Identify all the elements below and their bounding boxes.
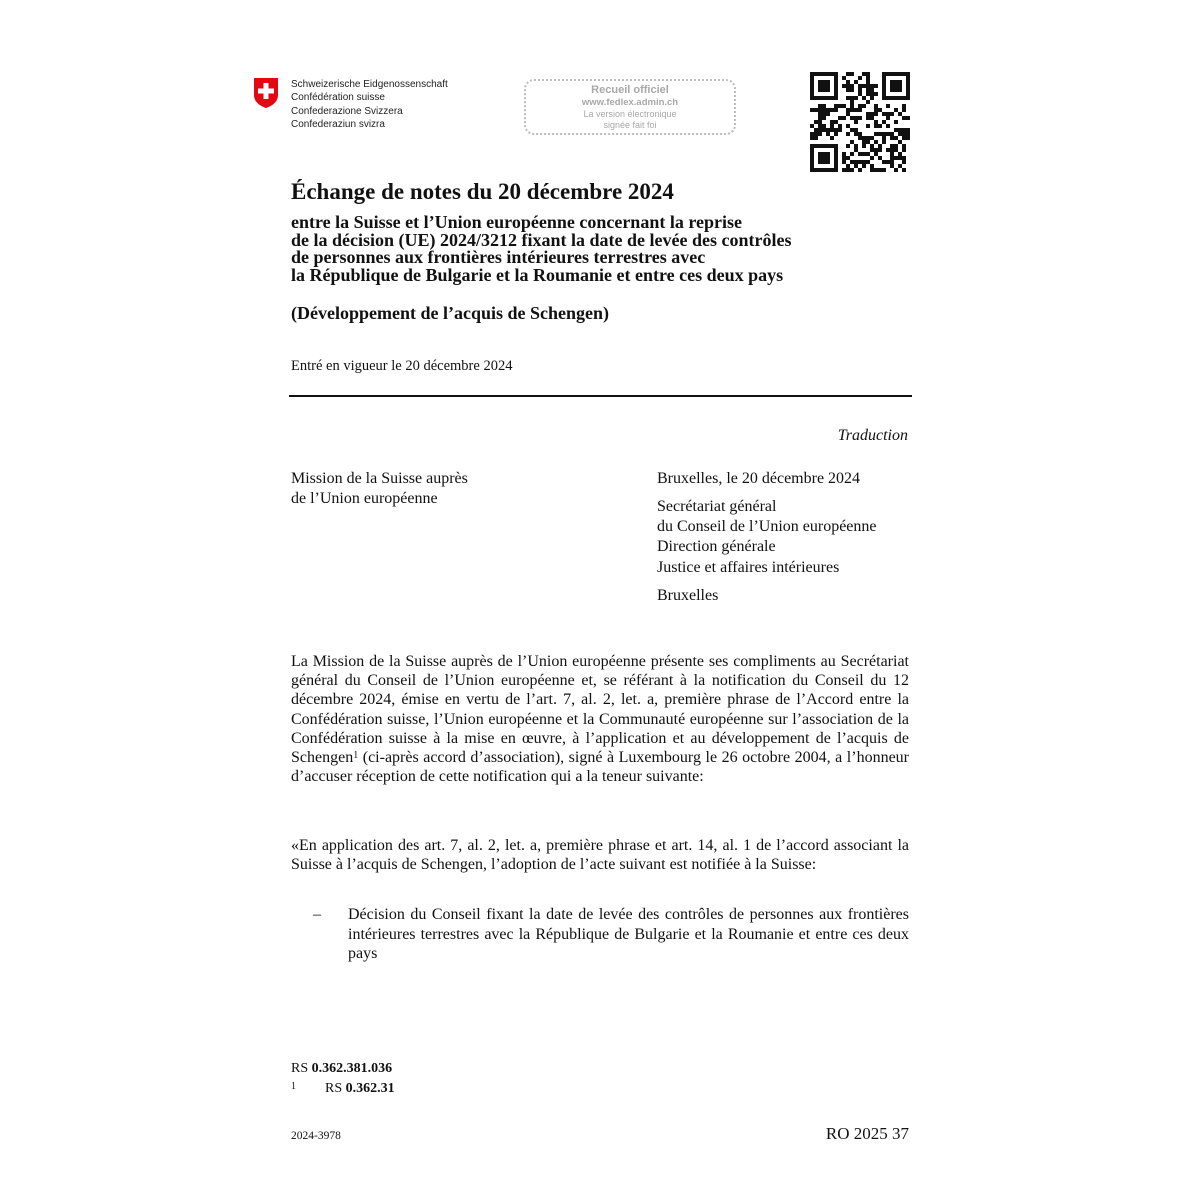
para1-text-a: La Mission de la Suisse auprès de l’Union européenne présente ses compliments au Secrétariat général du Conseil de l’Union européenne et, se référant à la notification du Conseil du 12 décembre 2024, émise en vertu de l’art. 7, al. 2, let. a, première phrase de l’Accord entre la Confédération suisse, l’Union européenne et la Communauté européenne sur l’association de la Confédération suisse à la mise en œuvre, à l’application et au développement de l’acquis de Schengen (291, 653, 909, 767)
ro-reference: RO 2025 37 (825, 1124, 909, 1143)
list-item: Décision du Conseil fixant la date de levée des contrôles de personnes aux frontières intérieures terrestres avec la République de Bulgarie et la Roumanie et entre ces deux pays (348, 906, 909, 962)
recipient-address: Secrétariat général du Conseil de l’Union européenne Direction générale Justice et affaires intérieures (657, 498, 877, 576)
footnote-number: 1 (291, 1081, 296, 1092)
stamp-url: www.fedlex.admin.ch (581, 97, 679, 108)
recipient-city: Bruxelles (657, 587, 719, 604)
footnote-reference: 1 (353, 750, 359, 762)
entry-into-force: Entré en vigueur le 20 décembre 2024 (291, 358, 513, 374)
confederation-line-it: Confederazione Svizzera (291, 105, 403, 117)
confederation-line-fr: Confédération suisse (291, 92, 385, 104)
schengen-development-label: (Développement de l’acquis de Schengen) (291, 303, 609, 323)
swiss-coat-of-arms-icon (253, 77, 279, 109)
rs-reference (291, 1060, 392, 1078)
rs-prefix: RS (291, 1061, 312, 1076)
sender-address: Mission de la Suisse auprès de l’Union européenne (291, 470, 468, 507)
qr-code-icon (810, 72, 910, 172)
confederation-names (291, 78, 448, 131)
header-divider (289, 395, 912, 397)
footnote (291, 1080, 395, 1098)
document-subtitle: entre la Suisse et l’Union européenne concernant la reprise de la décision (UE) 2024/3212 fixant la date de levée des contrôles de personnes aux frontières intérieures terrestres avec la République de Bulgarie et la Roumanie et entre ces deux pays (291, 212, 792, 285)
official-compilation-stamp (524, 79, 736, 135)
stamp-note-1: La version électronique (583, 109, 677, 119)
body-paragraph-2: «En application des art. 7, al. 2, let. a, première phrase et art. 14, al. 1 de l’accord associant la Suisse à l’acquis de Schengen, l’adoption de l’acte suivant est notifiée à la Suisse: (291, 837, 909, 874)
confederation-line-rm: Confederaziun svizra (291, 118, 385, 130)
confederation-line-de: Schweizerische Eidgenossenschaft (291, 79, 448, 90)
para1-text-b: (ci-après accord d’association), signé à Luxembourg le 26 octobre 2004, a l’honneur d’accuser réception de cette notification qui a la teneur suivante: (291, 749, 909, 786)
rs-number: 0.362.381.036 (311, 1061, 393, 1076)
footnote-prefix: RS (325, 1081, 346, 1096)
document-title: Échange de notes du 20 décembre 2024 (291, 179, 674, 204)
translation-label: Traduction (837, 427, 908, 444)
stamp-title: Recueil officiel (591, 84, 669, 96)
list-bullet-dash: – (313, 906, 321, 923)
document-number: 2024-3978 (291, 1130, 341, 1142)
footnote-rs-number: 0.362.31 (345, 1081, 395, 1096)
stamp-note-2: signée fait foi (603, 120, 657, 130)
body-paragraph-1 (291, 652, 909, 786)
date-place: Bruxelles, le 20 décembre 2024 (657, 470, 861, 487)
